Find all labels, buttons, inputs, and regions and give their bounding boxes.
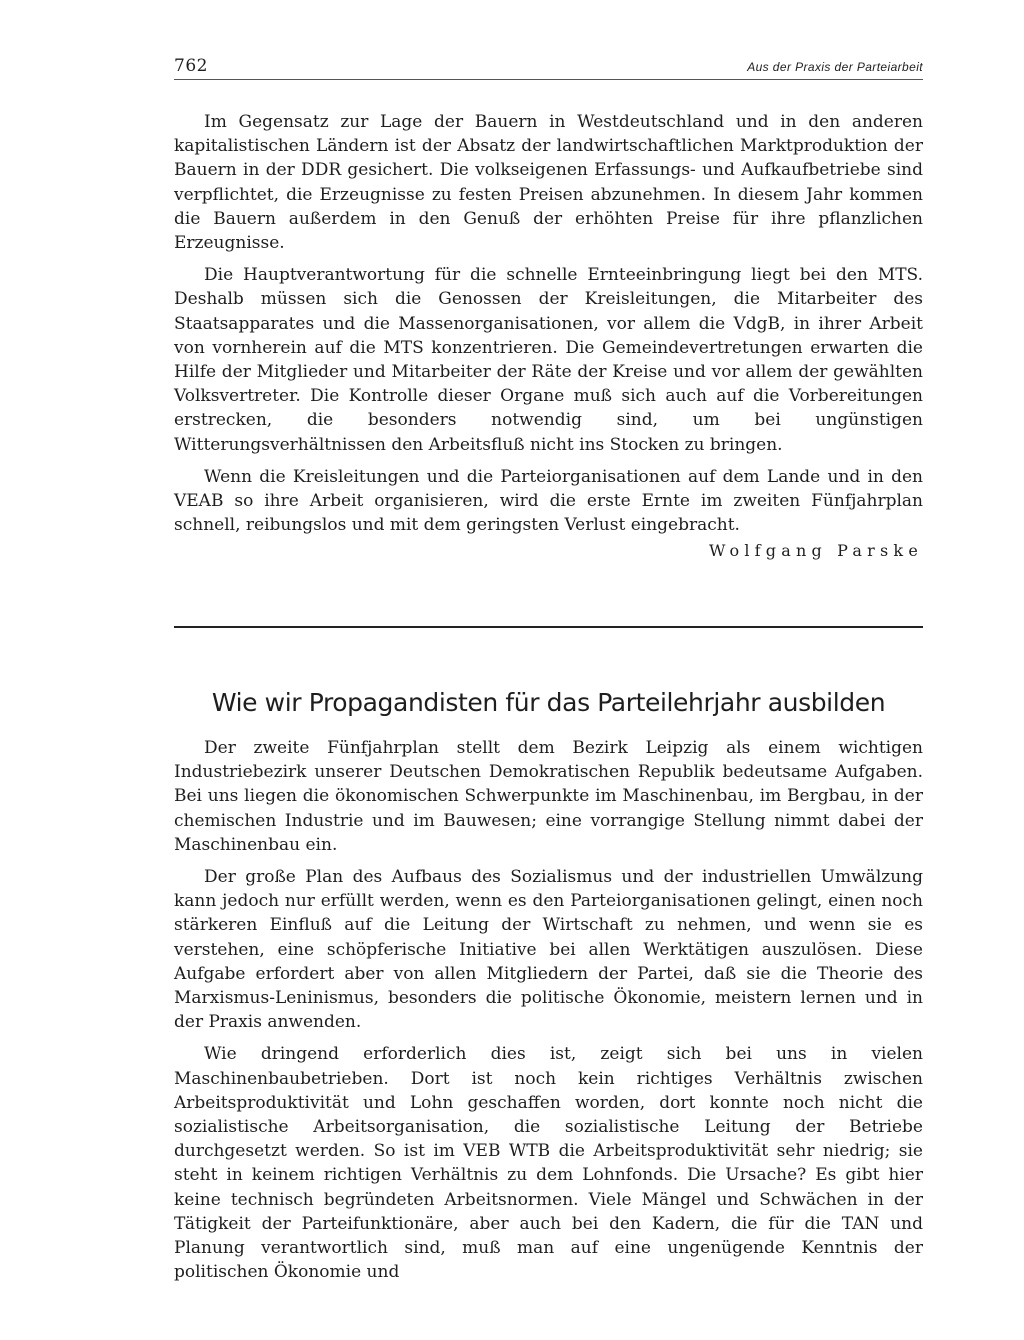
article-propagandists [174,736,923,1292]
paragraph: Wie dringend erforderlich dies ist, zeigt sich bei uns in vielen Maschinenbaubetrieben. Dort ist noch kein richtiges Verhältnis zwischen Arbeitsproduktivität und Lohn geschaffen worden, dort konnte noch nicht die sozialistische Arbeitsorganisation, die sozialistische Leitung der Betriebe durchgesetzt werden. So ist im VEB WTB die Arbeitsproduktivität sehr niedrig; sie steht in keinem richtigen Verhältnis zu dem Lohnfonds. Die Ursache? Es gibt hier keine technisch begründeten Arbeitsnormen. Viele Mängel und Schwächen in der Tätigkeit der Parteifunktionäre, aber auch bei den Kadern, die für die TAN und Planung verantwortlich sind, muß man auf eine ungenügende Kenntnis der politischen Ökonomie und [174,1044,923,1283]
article-headline: Wie wir Propagandisten für das Parteilehrjahr ausbilden [211,688,886,717]
paragraph: Die Hauptverantwortung für die schnelle Ernteeinbringung liegt bei den MTS. Deshalb müssen sich die Genossen der Kreisleitungen, die Mitarbeiter des Staatsapparates und die Massenorganisationen, vor allem die VdgB, in ihrer Arbeit von vornherein auf die MTS konzentrieren. Die Gemeindevertretungen erwarten die Hilfe der Mitglieder und Mitarbeiter der Räte der Kreise und vor allem der gewählten Volksvertreter. Die Kontrolle dieser Organe muß sich auch auf die Vorbereitungen erstrecken, die besonders notwendig sind, um bei ungünstigen Witterungsverhältnissen den Arbeitsfluß nicht ins Stocken zu bringen. [174,265,923,455]
paragraph: Der große Plan des Aufbaus des Sozialismus und der industriellen Umwälzung kann jedoch nur erfüllt werden, wenn es den Parteiorganisationen gelingt, einen noch stärkeren Einfluß auf die Leitung der Wirtschaft zu nehmen, und wenn sie es verstehen, eine schöpferische Initiative bei allen Werktätigen auszulösen. Diese Aufgabe erfordert aber von allen Mitgliedern der Partei, daß sie die Theorie des Marxismus-Leninismus, besonders die politische Ökonomie, meistern lernen und in der Praxis anwenden. [174,867,923,1033]
author-signature: Wolfgang Parske [708,541,923,561]
running-head: Aus der Praxis der Parteiarbeit [747,60,923,74]
section-divider [174,626,923,628]
page-header [174,56,923,80]
article-crop-harvest [174,110,923,560]
paragraph: Wenn die Kreisleitungen und die Parteiorganisationen auf dem Lande und in den VEAB so ihre Arbeit organisieren, wird die erste Ernte im zweiten Fünfjahrplan schnell, reibungslos und mit dem geringsten Verlust eingebracht. [174,466,923,536]
page-number: 762 [174,56,208,76]
paragraph: Der zweite Fünfjahrplan stellt dem Bezirk Leipzig als einem wichtigen Industriebezirk unserer Deutschen Demokratischen Republik bedeutsame Aufgaben. Bei uns liegen die ökonomischen Schwerpunkte im Maschinenbau, im Bergbau, in der chemischen Industrie und im Bauwesen; eine vorrangige Stellung nimmt dabei der Maschinenbau ein. [174,738,923,855]
paragraph: Im Gegensatz zur Lage der Bauern in Westdeutschland und in den anderen kapitalistischen Ländern ist der Absatz der landwirtschaftlichen Marktproduktion der Bauern in der DDR gesichert. Die volkseigenen Erfassungs- und Aufkaufbetriebe sind verpflichtet, die Erzeugnisse zu festen Preisen abzunehmen. In diesem Jahr kommen die Bauern außerdem in den Genuß der erhöhten Preise für ihre pflanzlichen Erzeugnisse. [174,112,923,254]
